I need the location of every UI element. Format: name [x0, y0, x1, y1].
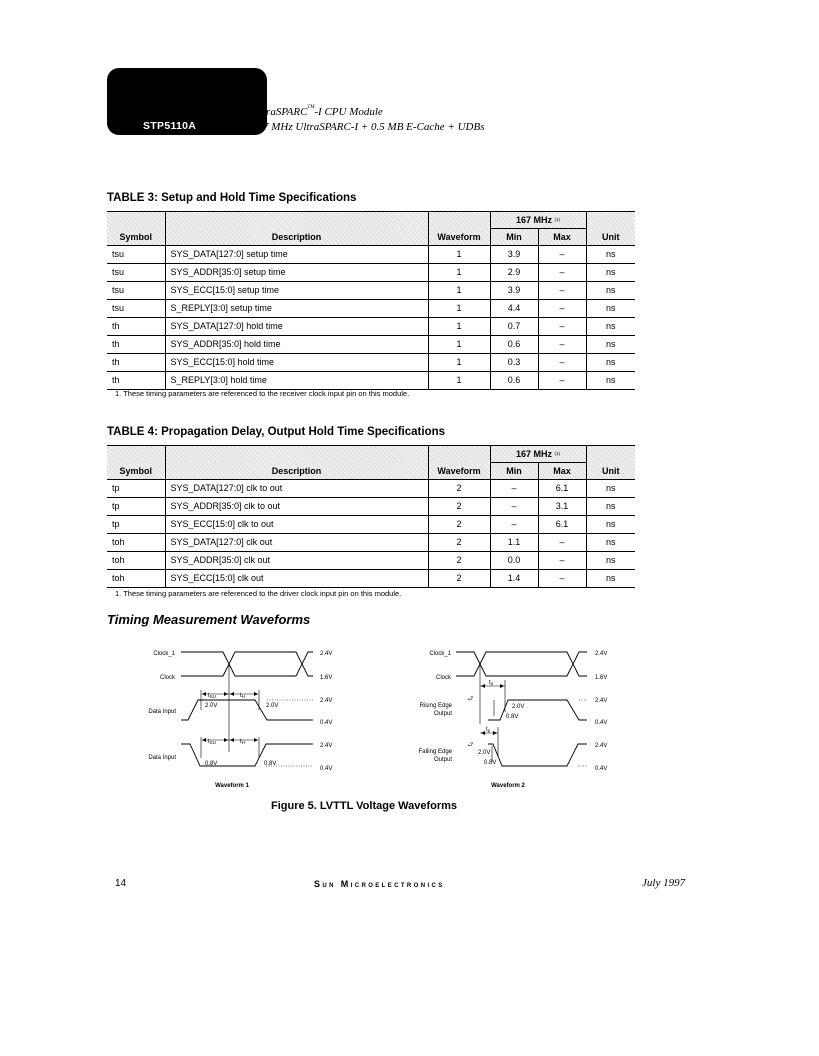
cell-min: –	[490, 516, 538, 534]
wave2-v24-b: 2.4V	[595, 743, 608, 749]
cell-min: 0.6	[490, 336, 538, 354]
wave2-v20-a: 2.0V	[512, 704, 525, 710]
cell-unit: ns	[586, 246, 635, 264]
wave2-falling-label-1: Falling Edge	[418, 749, 452, 755]
wave2-v16: 1.6V	[595, 675, 608, 681]
cell-waveform: 2	[428, 570, 490, 588]
cell-min: –	[490, 480, 538, 498]
document-title-line2: 167 MHz UltraSPARC-I + 0.5 MB E-Cache + UDBs	[252, 121, 485, 133]
cell-symbol: tsu	[107, 300, 165, 318]
cell-max: 6.1	[538, 516, 586, 534]
wave1-v04-b: 0.4V	[320, 766, 333, 772]
column-header: Min	[490, 463, 538, 480]
cell-max: –	[538, 246, 586, 264]
cell-waveform: 1	[428, 372, 490, 390]
wave1-v20-a: 2.0V	[205, 703, 218, 709]
cell-description: S_REPLY[3:0] setup time	[165, 300, 428, 318]
cell-description: SYS_ADDR[35:0] clk to out	[165, 498, 428, 516]
cell-waveform: 1	[428, 282, 490, 300]
cell-unit: ns	[586, 282, 635, 300]
cell-max: 3.1	[538, 498, 586, 516]
wave1-data-input-label-1: Data Input	[148, 709, 176, 715]
cell-description: SYS_DATA[127:0] setup time	[165, 246, 428, 264]
cell-description: SYS_ECC[15:0] setup time	[165, 282, 428, 300]
table4-caption: TABLE 4: Propagation Delay, Output Hold Time Specifications	[107, 426, 446, 438]
wave2-title: Waveform 2	[491, 783, 525, 789]
cell-waveform: 1	[428, 264, 490, 282]
wave2-to-label-2: to	[468, 741, 474, 746]
cell-symbol: th	[107, 336, 165, 354]
cell-symbol: tp	[107, 498, 165, 516]
cell-symbol: toh	[107, 552, 165, 570]
publication-date: July 1997	[642, 877, 686, 889]
wave1-data-lines	[181, 690, 313, 766]
cell-description: SYS_ECC[15:0] hold time	[165, 354, 428, 372]
wave2-tp-label-2: tp	[486, 727, 491, 733]
wave1-v08-a: 0.8V	[205, 761, 218, 767]
cell-min: 3.9	[490, 246, 538, 264]
cell-description: SYS_ADDR[35:0] hold time	[165, 336, 428, 354]
cell-min: 1.4	[490, 570, 538, 588]
column-header: Max	[538, 463, 586, 480]
cell-description: SYS_ECC[15:0] clk to out	[165, 516, 428, 534]
figure-caption: Figure 5. LVTTL Voltage Waveforms	[271, 800, 458, 812]
wave1-clock1-label: Clock_1	[153, 651, 175, 657]
table4-speed-header: 167 MHz $^{(1)}$	[490, 446, 586, 463]
table3-footnote: 1. These timing parameters are referenced to the receiver clock input pin on this module.	[115, 389, 410, 398]
cell-max: –	[538, 534, 586, 552]
column-header: Waveform	[428, 463, 490, 480]
wave1-v20-b: 2.0V	[266, 703, 279, 709]
cell-unit: ns	[586, 570, 635, 588]
cell-min: 0.3	[490, 354, 538, 372]
cell-waveform: 1	[428, 318, 490, 336]
cell-description: SYS_ADDR[35:0] setup time	[165, 264, 428, 282]
cell-symbol: th	[107, 318, 165, 336]
wave1-data-input-label-2: Data Input	[148, 755, 176, 761]
table3-speed-header: 167 MHz $^{(1)}$	[490, 212, 586, 229]
wave2-v08-a: 0.8V	[506, 714, 519, 720]
wave1-v08-b: 0.8V	[264, 761, 277, 767]
cell-unit: ns	[586, 264, 635, 282]
wave1-v24-b: 2.4V	[320, 743, 333, 749]
cell-max: –	[538, 552, 586, 570]
wave2-clock1-label: Clock_1	[429, 651, 451, 657]
cell-unit: ns	[586, 480, 635, 498]
wave2-v20-b: 2.0V	[478, 750, 491, 756]
cell-unit: ns	[586, 354, 635, 372]
cell-waveform: 2	[428, 480, 490, 498]
wave1-tsu-label-1: tSU	[208, 693, 216, 699]
cell-description: S_REPLY[3:0] hold time	[165, 372, 428, 390]
cell-description: SYS_ADDR[35:0] clk out	[165, 552, 428, 570]
section-title: Timing Measurement Waveforms	[107, 612, 311, 627]
column-header: Symbol	[107, 463, 165, 480]
wave2-v24-clock: 2.4V	[595, 651, 608, 657]
cell-waveform: 2	[428, 552, 490, 570]
wave1-th-label-1: tH	[240, 693, 245, 699]
publisher-name: Sun Microelectronics	[314, 879, 445, 889]
column-header: Symbol	[107, 229, 165, 246]
cell-max: –	[538, 300, 586, 318]
cell-waveform: 2	[428, 534, 490, 552]
table4-footnote: 1. These timing parameters are referenced to the driver clock input pin on this module.	[115, 589, 402, 598]
wave1-v24-a: 2.4V	[320, 698, 333, 704]
cell-max: –	[538, 336, 586, 354]
footnote-mark: (1)	[554, 217, 561, 222]
cell-description: SYS_DATA[127:0] clk to out	[165, 480, 428, 498]
wave1-clock-label: Clock	[159, 675, 175, 681]
wave2-output-lines	[480, 680, 587, 766]
wave2-v08-b: 0.8V	[484, 760, 497, 766]
timing-arrowheads	[202, 684, 504, 742]
title-suffix: -I CPU Module	[314, 106, 383, 118]
cell-unit: ns	[586, 300, 635, 318]
column-header: Unit	[586, 229, 635, 246]
cell-description: SYS_DATA[127:0] hold time	[165, 318, 428, 336]
cell-symbol: tsu	[107, 282, 165, 300]
cell-min: 0.6	[490, 372, 538, 390]
cell-unit: ns	[586, 336, 635, 354]
wave2-clock-label: Clock	[435, 675, 451, 681]
wave1-title: Waveform 1	[215, 783, 249, 789]
page-number: 14	[115, 878, 127, 889]
cell-waveform: 1	[428, 354, 490, 372]
wave2-to-label-1: to	[468, 695, 474, 700]
cell-min: 3.9	[490, 282, 538, 300]
cell-unit: ns	[586, 516, 635, 534]
cell-symbol: tsu	[107, 264, 165, 282]
wave2-v04-b: 0.4V	[595, 766, 608, 772]
cell-description: SYS_ECC[15:0] clk out	[165, 570, 428, 588]
cell-unit: ns	[586, 498, 635, 516]
cell-max: 6.1	[538, 480, 586, 498]
wave1-tsu-label-2: tSU	[208, 739, 216, 745]
footnote-mark: (1)	[554, 451, 561, 456]
cell-min: 1.1	[490, 534, 538, 552]
cell-symbol: toh	[107, 570, 165, 588]
column-header: Waveform	[428, 229, 490, 246]
cell-unit: ns	[586, 534, 635, 552]
cell-description: SYS_DATA[127:0] clk out	[165, 534, 428, 552]
wave1-v04-a: 0.4V	[320, 720, 333, 726]
cell-symbol: tsu	[107, 246, 165, 264]
wave2-tp-label-1: tp	[489, 680, 494, 686]
title-product-name: UltraSPARC	[252, 106, 308, 118]
cell-max: –	[538, 354, 586, 372]
cell-unit: ns	[586, 372, 635, 390]
cell-waveform: 2	[428, 498, 490, 516]
column-header: Description	[165, 229, 428, 246]
column-header: Min	[490, 229, 538, 246]
cell-waveform: 2	[428, 516, 490, 534]
table3-caption: TABLE 3: Setup and Hold Time Specifications	[107, 192, 357, 204]
cell-max: –	[538, 372, 586, 390]
part-number: STP5110A	[143, 120, 197, 132]
wave1-v24-clock: 2.4V	[320, 651, 333, 657]
wave1-th-label-2: tH	[240, 739, 245, 745]
cell-symbol: tp	[107, 480, 165, 498]
cell-max: –	[538, 264, 586, 282]
cell-waveform: 1	[428, 300, 490, 318]
cell-symbol: th	[107, 372, 165, 390]
cell-max: –	[538, 570, 586, 588]
cell-max: –	[538, 282, 586, 300]
cell-min: 0.7	[490, 318, 538, 336]
cell-min: 0.0	[490, 552, 538, 570]
cell-unit: ns	[586, 318, 635, 336]
cell-symbol: toh	[107, 534, 165, 552]
wave2-falling-label-2: Output	[433, 757, 452, 763]
wave2-rising-label-2: Output	[433, 711, 452, 717]
cell-waveform: 1	[428, 246, 490, 264]
cell-unit: ns	[586, 552, 635, 570]
cell-min: 2.9	[490, 264, 538, 282]
cell-waveform: 1	[428, 336, 490, 354]
cell-max: –	[538, 318, 586, 336]
wave2-clock-lines	[456, 652, 587, 724]
column-header: Max	[538, 229, 586, 246]
wave2-rising-label-1: Rising Edge	[419, 703, 452, 709]
wave2-v04-a: 0.4V	[595, 720, 608, 726]
cell-min: 4.4	[490, 300, 538, 318]
column-header: Description	[165, 463, 428, 480]
wave1-v16: 1.6V	[320, 675, 333, 681]
trademark-mark: TM	[307, 105, 315, 110]
column-header: Unit	[586, 463, 635, 480]
cell-symbol: tp	[107, 516, 165, 534]
cell-symbol: th	[107, 354, 165, 372]
wave2-v24-a: 2.4V	[595, 698, 608, 704]
cell-min: –	[490, 498, 538, 516]
